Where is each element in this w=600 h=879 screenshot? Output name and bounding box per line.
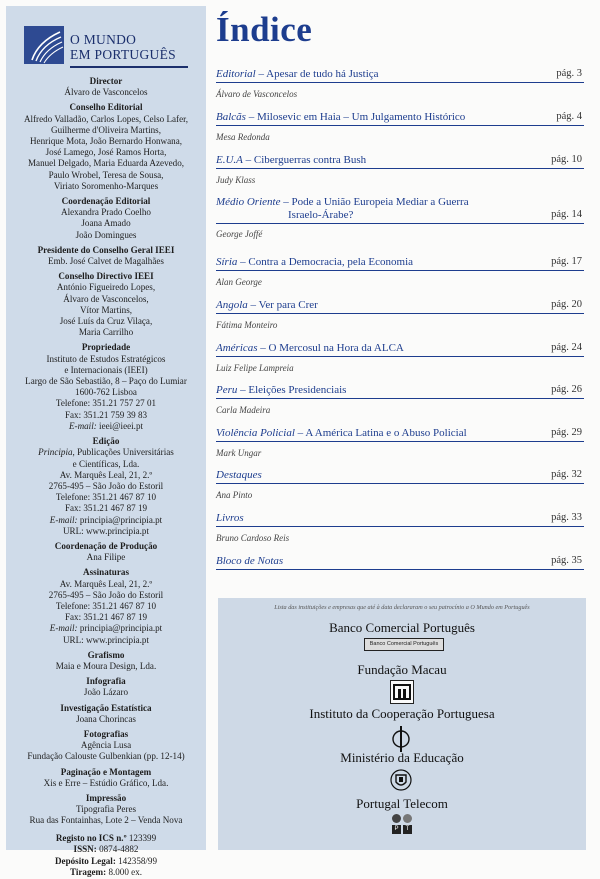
credit-line: Joana Chorincas xyxy=(76,713,136,724)
sponsor-fundacao-macau: Fundação Macau xyxy=(357,662,447,677)
credit-section xyxy=(10,676,202,698)
entry-dash: – xyxy=(257,342,269,354)
entry-section: Livros xyxy=(216,512,244,524)
entry-title: Pode a União Europeia Mediar a Guerra xyxy=(291,196,469,208)
entry-page-number: pág. 14 xyxy=(551,209,582,220)
credit-line: 2765-495 – São João do Estoril xyxy=(48,589,164,600)
credit-line: Guilherme d'Oliveira Martins, xyxy=(51,124,161,135)
entry-title: A América Latina e o Abuso Policial xyxy=(305,427,467,439)
credit-line: Maria Carrilho xyxy=(78,327,134,338)
entry-section: Médio Oriente xyxy=(216,196,281,208)
index-entry[interactable] xyxy=(216,111,584,126)
credit-line: Largo de São Sebastião, 8 – Paço do Lumiar xyxy=(25,376,187,387)
registration-line xyxy=(10,833,202,845)
registration-line xyxy=(10,867,202,879)
index-entry[interactable] xyxy=(216,196,584,224)
sponsors-intro: Lista das instituições e empresas que até à data declararam o seu patrocínio a O Mundo em Português xyxy=(274,604,530,611)
credit-line: Fundação Calouste Gulbenkian (pp. 12-14) xyxy=(27,751,185,762)
credit-line: Tipografia Peres xyxy=(75,804,137,815)
credit-section xyxy=(10,767,202,789)
index-entry[interactable] xyxy=(216,154,584,169)
entry-page-number: pág. 3 xyxy=(556,68,582,79)
index-column xyxy=(216,0,590,856)
registration-line xyxy=(10,856,202,868)
credits-list xyxy=(10,76,202,879)
index-entry[interactable] xyxy=(216,256,584,271)
entry-heading xyxy=(216,469,262,482)
credit-section xyxy=(10,102,202,192)
credit-section-title: Conselho Editorial xyxy=(69,102,143,113)
credit-line: Telefone: 351.21 467 87 10 xyxy=(55,492,157,503)
credit-line: João Domingues xyxy=(75,229,137,240)
entry-section: Bloco de Notas xyxy=(216,555,284,567)
entry-section: Violência Policial xyxy=(216,427,295,439)
credit-section-title: Paginação e Montagem xyxy=(60,766,152,777)
credit-section-title: Coordenação de Produção xyxy=(54,540,158,551)
entry-title: O Mercosul na Hora da ALCA xyxy=(268,342,404,354)
coat-of-arms-icon xyxy=(390,768,412,792)
index-entry[interactable] xyxy=(216,342,584,357)
entry-title: Milosevic em Haia – Um Julgamento Histórico xyxy=(256,111,466,123)
credit-line: URL: www.principia.pt xyxy=(62,634,150,645)
entry-section: Peru xyxy=(216,384,238,396)
credit-section xyxy=(10,567,202,645)
pt-logo-dot xyxy=(403,814,412,823)
credit-line: José Lamego, José Ramos Horta, xyxy=(45,147,167,158)
credit-line: Agência Lusa xyxy=(80,740,132,751)
credit-section-title: Investigação Estatística xyxy=(60,702,152,713)
entry-heading xyxy=(216,68,379,81)
credit-line: 1600-762 Lisboa xyxy=(75,387,137,398)
credit-section xyxy=(10,650,202,672)
credit-section-title: Impressão xyxy=(85,792,127,803)
credit-line: António Figueiredo Lopes, xyxy=(56,282,156,293)
entry-page-number: pág. 10 xyxy=(551,154,582,165)
entry-heading xyxy=(216,384,346,397)
entry-dash: – xyxy=(294,427,306,439)
entry-author: Alan George xyxy=(216,277,262,287)
index-entry[interactable] xyxy=(216,384,584,399)
bcp-logo-badge: Banco Comercial Português xyxy=(364,638,444,651)
entry-dash: – xyxy=(245,111,257,123)
entry-page-number: pág. 4 xyxy=(556,111,582,122)
credit-line: Av. Marquês Leal, 21, 2.º xyxy=(59,578,153,589)
credit-section-title: Fotografias xyxy=(83,728,129,739)
entry-page-number: pág. 33 xyxy=(551,512,582,523)
pt-logo-letter-p: P xyxy=(392,825,401,834)
entry-dash: – xyxy=(280,196,292,208)
registration-line xyxy=(10,844,202,856)
credit-line: Henrique Mota, João Bernardo Honwana, xyxy=(29,136,183,147)
credit-line: Alexandra Prado Coelho xyxy=(61,207,151,218)
entry-author: Fátima Monteiro xyxy=(216,320,278,330)
credit-line: Alfredo Valladão, Carlos Lopes, Celso Lafer, xyxy=(23,113,189,124)
credit-section xyxy=(10,271,202,338)
sponsor-bcp: Banco Comercial Português xyxy=(329,620,475,635)
index-entry[interactable] xyxy=(216,427,584,442)
registration-label: Tiragem: xyxy=(69,867,107,878)
pt-logo-letter-t: T xyxy=(403,825,412,834)
entry-section: Síria xyxy=(216,256,238,268)
publication-name-line1: O MUNDO xyxy=(70,32,137,47)
credit-line: Principia, Publicações Universitárias xyxy=(38,447,174,458)
credit-section-title: Coordenação Editorial xyxy=(61,196,151,207)
portugal-telecom-logo-icon xyxy=(392,814,412,834)
entry-section: Balcãs xyxy=(216,111,246,123)
entry-author: Carla Madeira xyxy=(216,405,271,415)
credit-line: Xis e Erre – Estúdio Gráfico, Lda. xyxy=(43,777,169,788)
entry-author: Ana Pinto xyxy=(216,490,253,500)
entry-page-number: pág. 20 xyxy=(551,299,582,310)
credit-section-title: Presidente do Conselho Geral IEEI xyxy=(37,244,175,255)
entry-author: Bruno Cardoso Reis xyxy=(216,533,290,543)
credit-line: José Luís da Cruz Vilaça, xyxy=(59,316,153,327)
entry-dash: – xyxy=(237,256,249,268)
credit-section xyxy=(10,196,202,241)
index-entry[interactable] xyxy=(216,68,584,83)
credit-line: Telefone: 351.21 467 87 10 xyxy=(55,600,157,611)
credit-section-title: Infografia xyxy=(86,676,126,687)
credit-line: E-mail: principia@principia.pt xyxy=(49,514,163,525)
credit-line: Telefone: 351.21 757 27 01 xyxy=(55,398,157,409)
entry-title: Contra a Democracia, pela Economia xyxy=(248,256,414,268)
entry-dash: – xyxy=(255,68,267,80)
registration-value: 8.000 ex. xyxy=(108,867,143,878)
index-title: Índice xyxy=(216,10,313,49)
entry-heading xyxy=(216,256,413,269)
sponsor-ministerio-educacao: Ministério da Educação xyxy=(340,750,464,765)
pt-logo-dot xyxy=(392,814,401,823)
credit-line: Av. Marquês Leal, 21, 2.º xyxy=(59,469,153,480)
sponsors-box xyxy=(218,598,586,850)
entry-heading xyxy=(216,342,404,355)
entry-heading xyxy=(216,196,469,209)
entry-dash: – xyxy=(242,154,254,166)
credit-section xyxy=(10,76,202,98)
credit-line: Maia e Moura Design, Lda. xyxy=(55,660,157,671)
entry-title-continued: Israelo-Árabe? xyxy=(288,209,354,221)
entry-title: Eleições Presidenciais xyxy=(248,384,347,396)
credit-line: URL: www.principia.pt xyxy=(62,525,150,536)
entry-author: Luiz Felipe Lampreia xyxy=(216,363,294,373)
registration-label: Registo no ICS n.º xyxy=(55,832,127,843)
credit-line: Joana Amado xyxy=(81,218,131,229)
credit-section-title: Director xyxy=(89,76,123,86)
registration-value: 0874-4882 xyxy=(99,844,139,855)
credit-line: E-mail: principia@principia.pt xyxy=(49,623,163,634)
credit-section-title: Propriedade xyxy=(81,342,131,353)
logo-divider xyxy=(70,66,188,68)
entry-section: E.U.A xyxy=(216,154,243,166)
credit-section xyxy=(10,342,202,432)
credit-line: e Científicas, Lda. xyxy=(72,458,140,469)
entry-author: Álvaro de Vasconcelos xyxy=(216,89,298,99)
credit-line: 2765-495 – São João do Estoril xyxy=(48,480,164,491)
credit-line: João Lázaro xyxy=(83,687,129,698)
sponsor-portugal-telecom: Portugal Telecom xyxy=(356,796,448,811)
entry-author: Mark Ungar xyxy=(216,448,262,458)
credit-line: Fax: 351.21 467 87 19 xyxy=(64,612,148,623)
credit-line: E-mail: ieei@ieei.pt xyxy=(68,420,144,431)
entry-section: Angola xyxy=(216,299,248,311)
credit-line: Paulo Wrobel, Teresa de Sousa, xyxy=(48,169,164,180)
credit-section xyxy=(10,245,202,267)
entry-heading xyxy=(216,111,465,124)
registration-label: ISSN: xyxy=(73,844,97,855)
entry-page-number: pág. 26 xyxy=(551,384,582,395)
credit-line: Manuel Delgado, Maria Eduarda Azevedo, xyxy=(27,158,185,169)
credit-section xyxy=(10,541,202,563)
entry-page-number: pág. 35 xyxy=(551,555,582,566)
credit-line: Viriato Soromenho-Marques xyxy=(53,180,159,191)
registration-value: 142358/99 xyxy=(118,855,158,866)
entry-heading xyxy=(216,555,283,568)
entry-heading xyxy=(216,427,467,440)
entry-heading xyxy=(216,512,244,525)
credit-line: Emb. José Calvet de Magalhães xyxy=(48,256,164,267)
fundacao-macau-logo-icon xyxy=(390,680,414,704)
credit-section-title: Edição xyxy=(92,436,120,447)
index-entry[interactable] xyxy=(216,555,584,570)
credit-line: Álvaro de Vasconcelos, xyxy=(63,293,149,304)
index-entry[interactable] xyxy=(216,299,584,314)
credit-line: Vítor Martins, xyxy=(79,304,133,315)
index-entry[interactable] xyxy=(216,512,584,527)
entry-dash: – xyxy=(247,299,259,311)
registration-label: Depósito Legal: xyxy=(54,855,116,866)
credit-line: Instituto de Estudos Estratégicos xyxy=(46,353,166,364)
entry-heading xyxy=(216,154,366,167)
credit-line: Álvaro de Vasconcelos xyxy=(64,87,148,98)
entry-section: Editorial xyxy=(216,68,256,80)
entry-author: Judy Klass xyxy=(216,175,256,185)
entry-title: Apesar de tudo há Justiça xyxy=(266,68,379,80)
credit-section xyxy=(10,793,202,827)
credit-section-title: Conselho Directivo IEEI xyxy=(58,271,154,282)
entry-section: Américas xyxy=(216,342,258,354)
entry-page-number: pág. 29 xyxy=(551,427,582,438)
credit-section-title: Assinaturas xyxy=(83,567,129,578)
entry-heading xyxy=(216,299,318,312)
entry-page-number: pág. 17 xyxy=(551,256,582,267)
registration-value: 123399 xyxy=(128,832,157,843)
credit-section xyxy=(10,729,202,763)
entry-page-number: pág. 32 xyxy=(551,469,582,480)
entry-dash: – xyxy=(237,384,249,396)
entry-title: Ciberguerras contra Bush xyxy=(253,154,367,166)
credit-section-title: Grafismo xyxy=(87,649,125,660)
index-entry[interactable] xyxy=(216,469,584,484)
entry-author: Mesa Redonda xyxy=(216,132,270,142)
credit-line: Fax: 351.21 467 87 19 xyxy=(64,503,148,514)
credit-section xyxy=(10,436,202,537)
entry-author: George Joffé xyxy=(216,229,263,239)
masthead-column xyxy=(6,6,206,878)
credit-line: Rua das Fontainhas, Lote 2 – Venda Nova xyxy=(29,815,183,826)
entry-title: Ver para Crer xyxy=(258,299,318,311)
entry-section: Destaques xyxy=(216,469,262,481)
publication-name-line2: EM PORTUGUÊS xyxy=(70,47,176,62)
credit-section xyxy=(10,703,202,725)
sponsor-icp: Instituto da Cooperação Portuguesa xyxy=(309,706,495,721)
publication-logo-icon xyxy=(24,26,64,64)
credit-line: e Internacionais (IEEI) xyxy=(64,364,148,375)
entry-page-number: pág. 24 xyxy=(551,342,582,353)
credit-line: Fax: 351.21 759 39 83 xyxy=(64,409,148,420)
publication-name xyxy=(70,32,176,62)
credit-line: Ana Filipe xyxy=(86,552,126,563)
